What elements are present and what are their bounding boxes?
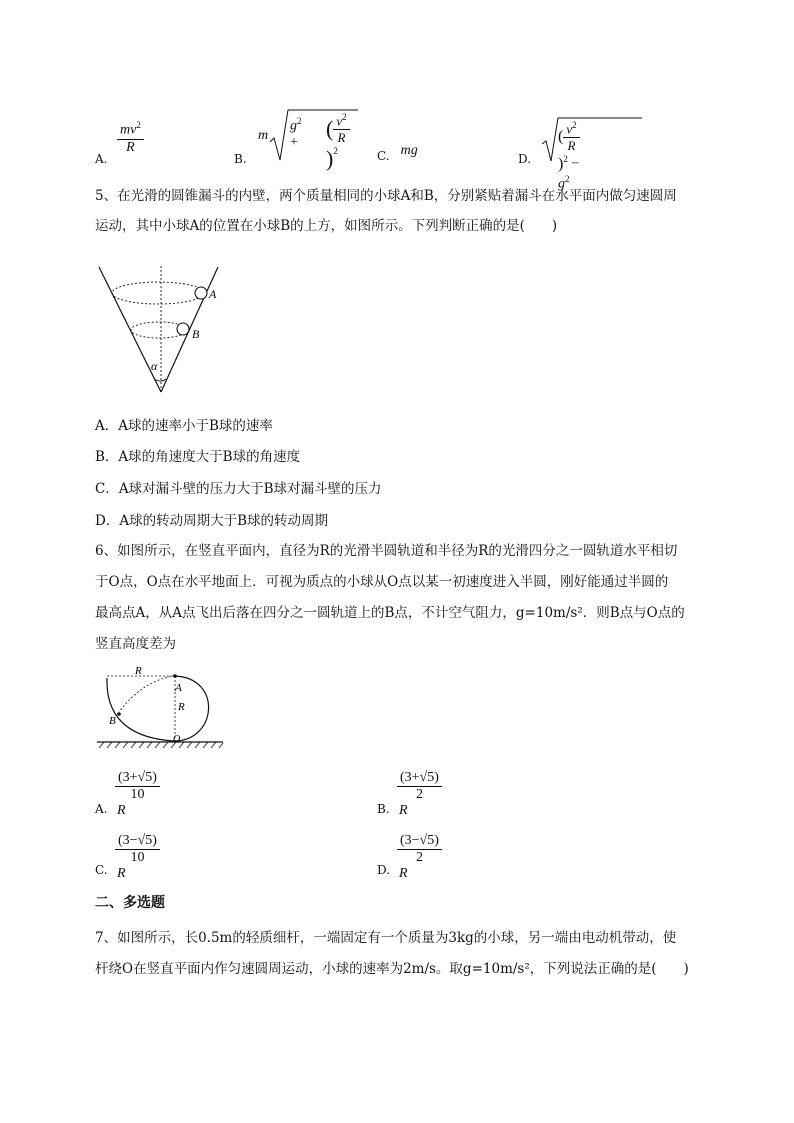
q7-text-line2: 杆绕O在竖直平面内作匀速圆周运动，小球的速率为2m/s。取g=10m/s²，下列说法正确的是( ) <box>95 961 689 977</box>
option-letter: D. <box>518 152 532 166</box>
v-symbol: v <box>336 113 343 129</box>
denominator: R <box>117 139 144 156</box>
ground-hatch <box>99 742 223 748</box>
label-alpha: α <box>151 359 158 373</box>
q5-option-b: B．A球的角速度大于B球的角速度 <box>95 449 301 465</box>
q5-option-a: A．A球的速率小于B球的速率 <box>95 418 273 434</box>
g-symbol: g <box>290 118 297 134</box>
label-a: A <box>209 287 217 301</box>
fraction <box>397 770 442 819</box>
label-r-top: R <box>135 665 142 677</box>
q5-funnel-figure <box>95 262 225 397</box>
denominator: 10 <box>115 786 160 803</box>
q5-option-c: C．A球对漏斗壁的压力大于B球对漏斗壁的压力 <box>95 481 382 497</box>
label-b: B <box>109 715 116 727</box>
g-symbol: g <box>558 176 565 192</box>
sqrt-content: ( $\frac{v^2}{R}$ )$^2 - g^2$ <box>558 120 580 192</box>
q5-text-line1: 5、在光滑的圆锥漏斗的内壁，两个质量相同的小球A和B，分别紧贴着漏斗在水平面内做匀速圆周 <box>95 188 677 204</box>
option-letter: D. <box>377 863 391 877</box>
denominator: 2 <box>397 849 442 866</box>
q6-text-line1: 6、如图所示，在竖直平面内，直径为R的光滑半圆轨道和半径为R的光滑四分之一圆轨道水平相切 <box>95 543 678 559</box>
denominator: 10 <box>115 849 160 866</box>
label-b: B <box>192 327 200 341</box>
denominator: 2 <box>397 786 442 803</box>
r-symbol: R <box>399 866 408 881</box>
v-symbol: v <box>566 121 573 137</box>
r-symbol: R <box>399 803 408 818</box>
orbit-a <box>112 282 204 304</box>
q6-text-line3: 最高点A，从A点飞出后落在四分之一圆轨道上的B点，不计空气阻力，g=10m/s²．则B点与O点的 <box>95 605 685 621</box>
expression: mg <box>400 143 418 158</box>
q4-option-c <box>377 145 418 165</box>
r-symbol: R <box>117 803 126 818</box>
ball-b <box>177 323 189 335</box>
option-letter: A. <box>95 802 108 816</box>
q6-text-line4: 竖直高度差为 <box>95 636 176 652</box>
q5-option-d: D．A球的转动周期大于B球的转动周期 <box>95 513 328 529</box>
fraction <box>397 833 442 882</box>
sqrt-sign <box>540 116 644 164</box>
fraction: $\frac{mv^2}{R}$ <box>117 120 144 156</box>
numerator: (3+√5) <box>118 770 157 785</box>
point-a <box>173 674 177 678</box>
numerator: (3+√5) <box>400 770 439 785</box>
q6-text-line2: 于O点，O点在水平地面上．可视为质点的小球从O点以某一初速度进入半圆，刚好能通过半圆的 <box>95 574 669 590</box>
q7-text-line1: 7、如图所示，长0.5m的轻质细杆，一端固定有一个质量为3kg的小球，另一端由电动机带动，使 <box>95 930 677 946</box>
option-letter: B. <box>234 152 247 166</box>
funnel-left-wall <box>99 267 161 392</box>
label-r-side: R <box>178 701 185 713</box>
option-letter: C. <box>95 863 108 877</box>
numerator: mv <box>120 122 137 138</box>
option-letter: A. <box>95 152 108 166</box>
sqrt-content: $g^2$ + <box>290 116 302 150</box>
trajectory <box>119 676 175 712</box>
paren-fraction: ( $\frac{v^2}{R}$ )$^2$ <box>326 112 350 172</box>
label-a: A <box>175 682 182 694</box>
section-heading: 二、多选题 <box>95 895 165 911</box>
q5-text-line2: 运动，其中小球A的位置在小球B的上方，如图所示。下列判断正确的是( ) <box>95 218 558 234</box>
option-letter: B. <box>377 802 390 816</box>
label-o: O <box>173 734 181 745</box>
fraction <box>115 770 160 819</box>
r-symbol: R <box>333 129 349 146</box>
r-symbol: R <box>563 137 579 154</box>
fraction <box>115 833 160 882</box>
mass-symbol: m <box>258 128 269 143</box>
numerator: (3−√5) <box>400 833 439 848</box>
option-letter: C. <box>377 149 390 163</box>
r-symbol: R <box>117 866 126 881</box>
quarter-circle-track <box>107 678 173 741</box>
numerator: (3−√5) <box>118 833 157 848</box>
q6-track-figure <box>95 664 225 750</box>
ball-a <box>195 287 207 299</box>
point-b <box>117 712 121 716</box>
